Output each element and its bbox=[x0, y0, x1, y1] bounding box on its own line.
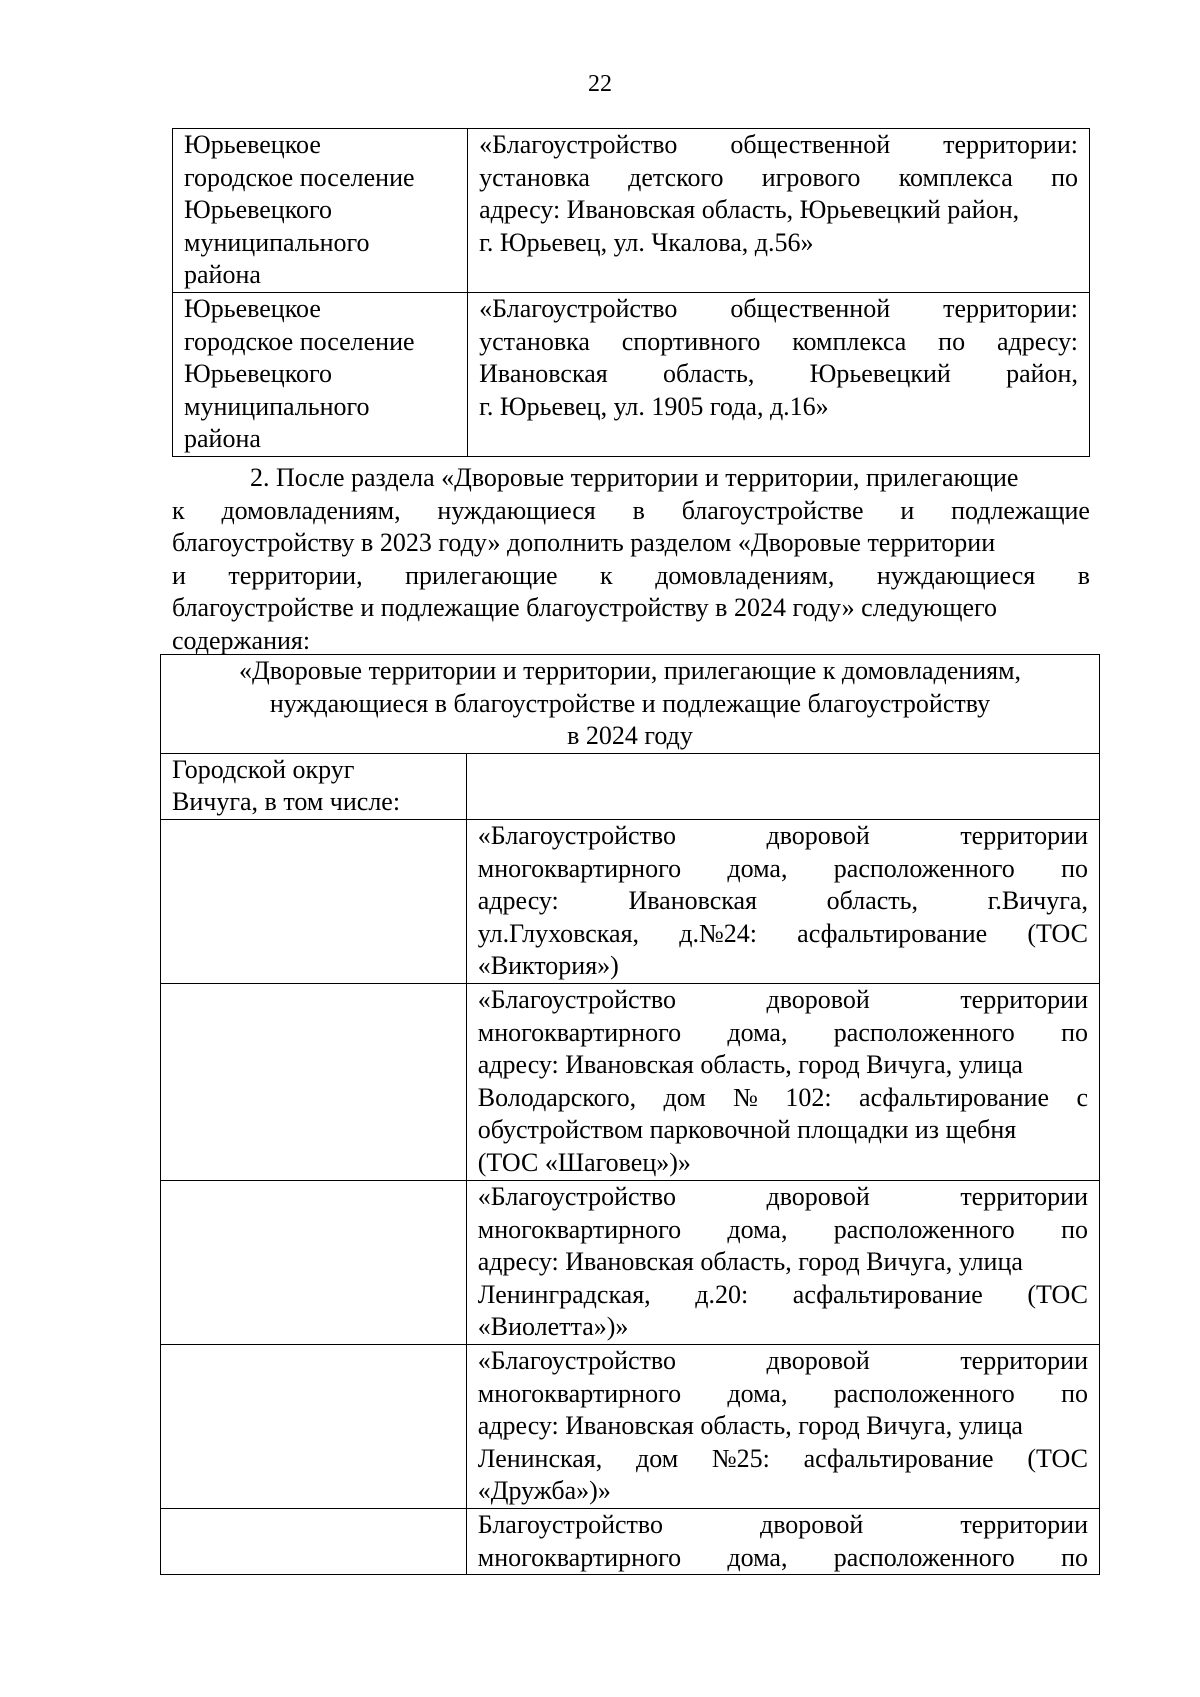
text-line bbox=[478, 1147, 1088, 1180]
text-word: территории: bbox=[943, 294, 1078, 323]
text-word: по bbox=[938, 326, 966, 356]
text-word: область, bbox=[826, 886, 919, 916]
amendment-paragraph bbox=[172, 462, 1090, 658]
text-line bbox=[478, 1345, 1088, 1378]
text-word: расположенного bbox=[833, 853, 1015, 883]
text-word: д.№24: bbox=[679, 918, 757, 948]
text-line bbox=[172, 462, 1090, 495]
text-line bbox=[478, 1246, 1088, 1279]
text-word: дома, bbox=[727, 1542, 788, 1572]
text-word: комплекса bbox=[898, 162, 1013, 192]
table-header bbox=[161, 655, 1100, 754]
text-line: муниципального bbox=[184, 391, 370, 421]
text-word: район, bbox=[1006, 359, 1078, 389]
text-line bbox=[478, 1017, 1088, 1050]
project-cell bbox=[468, 129, 1090, 293]
text-word: расположенного bbox=[833, 1214, 1015, 1244]
text-line bbox=[478, 885, 1088, 918]
text-line bbox=[478, 1542, 1088, 1575]
text-word: домовладениям, bbox=[221, 495, 401, 525]
text-word: содержания: bbox=[172, 625, 311, 655]
text-line bbox=[478, 1509, 1088, 1542]
text-word: г.Вичуга, bbox=[987, 886, 1088, 916]
text-word: спортивного bbox=[621, 326, 761, 356]
text-word: дворовой bbox=[766, 1181, 870, 1211]
text-line: нуждающиеся в благоустройстве и подлежащие благоустройству bbox=[269, 688, 991, 718]
text-line bbox=[478, 1279, 1088, 1312]
text-word: адресу: Ивановская область, город Вичуга, улица bbox=[477, 1247, 1023, 1277]
text-word: адресу: bbox=[477, 886, 559, 916]
text-line bbox=[479, 358, 1078, 391]
project-cell bbox=[466, 1508, 1099, 1574]
text-word: дом bbox=[635, 1443, 679, 1473]
project-cell bbox=[466, 819, 1099, 983]
text-line bbox=[478, 1378, 1088, 1411]
text-word: общественной bbox=[730, 130, 891, 159]
text-word: Ленинская, bbox=[477, 1443, 603, 1473]
text-word: «Благоустройство bbox=[477, 1345, 676, 1375]
text-word: «Дружба»)» bbox=[477, 1476, 611, 1506]
project-cell bbox=[466, 1180, 1099, 1344]
text-line: городское поселение bbox=[184, 326, 415, 356]
text-line bbox=[478, 1082, 1088, 1115]
table-row bbox=[173, 129, 1090, 293]
text-line bbox=[478, 1214, 1088, 1247]
text-word: в bbox=[632, 495, 645, 525]
text-word: домовладениям, bbox=[655, 560, 835, 590]
text-line bbox=[478, 984, 1088, 1017]
text-line bbox=[478, 1410, 1088, 1443]
text-word: область, bbox=[663, 359, 755, 389]
text-word: благоустройству в 2023 году» дополнить разделом «Дворовые территории bbox=[172, 528, 996, 558]
text-word: многоквартирного bbox=[477, 1214, 682, 1244]
project-cell bbox=[466, 1344, 1099, 1508]
text-line bbox=[478, 1311, 1088, 1344]
text-word: дома, bbox=[727, 1214, 788, 1244]
text-word: (ТОС bbox=[1027, 1279, 1088, 1309]
text-word: по bbox=[1061, 1542, 1088, 1572]
text-word: к bbox=[172, 495, 185, 525]
text-word: прилегающие bbox=[405, 560, 558, 590]
project-cell bbox=[468, 293, 1090, 457]
text-line bbox=[479, 194, 1078, 227]
text-word: Володарского, bbox=[477, 1082, 637, 1112]
empty-cell bbox=[161, 1344, 467, 1508]
text-line bbox=[479, 326, 1078, 359]
table-row bbox=[161, 819, 1100, 983]
text-word: д.20: bbox=[695, 1279, 749, 1309]
text-word: асфальтирование bbox=[792, 1279, 983, 1309]
text-word: адресу: bbox=[996, 326, 1078, 356]
text-word: территории bbox=[960, 1509, 1088, 1539]
text-line: Городской округ bbox=[172, 754, 355, 784]
text-line: Вичуга, в том числе: bbox=[172, 787, 401, 817]
empty-cell bbox=[161, 1508, 467, 1574]
text-word: многоквартирного bbox=[477, 1378, 682, 1408]
text-word: по bbox=[1061, 1378, 1088, 1408]
text-word: ул.Глуховская, bbox=[477, 918, 640, 948]
text-line: муниципального bbox=[184, 227, 370, 257]
text-word: адресу: Ивановская область, город Вичуга, улица bbox=[477, 1411, 1023, 1441]
table-row bbox=[161, 983, 1100, 1180]
text-word: (ТОС bbox=[1027, 1443, 1088, 1473]
empty-cell bbox=[161, 1180, 467, 1344]
text-word: дома, bbox=[727, 853, 788, 883]
text-word: «Благоустройство bbox=[479, 294, 678, 323]
text-word: комплекса bbox=[792, 326, 907, 356]
text-word: по bbox=[1061, 1214, 1088, 1244]
text-line bbox=[172, 560, 1090, 593]
text-line bbox=[478, 1114, 1088, 1147]
text-word: благоустройстве и подлежащие благоустройству в 2024 году» следующего bbox=[172, 593, 998, 623]
empty-cell bbox=[466, 753, 1099, 819]
text-word: адресу: Ивановская область, Юрьевецкий район, bbox=[479, 195, 1020, 225]
text-word: асфальтирование bbox=[797, 918, 988, 948]
text-line bbox=[479, 162, 1078, 195]
text-word: территории bbox=[960, 984, 1088, 1014]
text-word: дома, bbox=[727, 1017, 788, 1047]
text-line bbox=[478, 1443, 1088, 1476]
text-word: «Виктория») bbox=[477, 951, 619, 981]
text-word: нуждающиеся bbox=[437, 495, 596, 525]
text-word: Юрьевецкий bbox=[809, 359, 951, 389]
table-header-row bbox=[161, 655, 1100, 754]
text-word: территории bbox=[960, 1181, 1088, 1211]
text-word: «Благоустройство bbox=[479, 130, 678, 159]
table-row bbox=[161, 1344, 1100, 1508]
text-word: многоквартирного bbox=[477, 853, 682, 883]
text-line bbox=[478, 1475, 1088, 1508]
text-line: в 2024 году bbox=[567, 721, 693, 751]
text-word: территории: bbox=[943, 130, 1078, 159]
text-word: территории bbox=[960, 1345, 1088, 1375]
text-line: района bbox=[184, 424, 261, 454]
text-word: в bbox=[1077, 560, 1090, 590]
text-word: адресу: Ивановская область, город Вичуга, улица bbox=[477, 1050, 1023, 1080]
municipal-territories-table bbox=[172, 128, 1090, 457]
text-word: дворовой bbox=[766, 1345, 870, 1375]
text-line bbox=[478, 918, 1088, 951]
text-line bbox=[479, 129, 1078, 162]
text-word: к bbox=[600, 560, 613, 590]
text-word: «Благоустройство bbox=[477, 984, 676, 1014]
text-word: обустройством парковочной площадки из щебня bbox=[477, 1115, 1017, 1145]
yard-territories-2024-table bbox=[160, 654, 1100, 1575]
text-word: г. Юрьевец, ул. Чкалова, д.56» bbox=[479, 227, 814, 257]
text-word: (ТОС bbox=[1027, 918, 1088, 948]
text-word: асфальтирование bbox=[859, 1082, 1050, 1112]
text-word: и bbox=[900, 495, 915, 525]
text-word: г. Юрьевец, ул. 1905 года, д.16» bbox=[479, 391, 829, 421]
table-row bbox=[161, 1508, 1100, 1574]
text-word: по bbox=[1051, 162, 1078, 192]
text-line: городское поселение bbox=[184, 162, 415, 192]
text-line bbox=[478, 1181, 1088, 1214]
text-word: асфальтирование bbox=[803, 1443, 994, 1473]
text-word: «Благоустройство bbox=[477, 820, 676, 850]
text-word: «Виолетта»)» bbox=[477, 1312, 629, 1342]
text-word: Ивановская bbox=[628, 886, 758, 916]
text-line bbox=[478, 853, 1088, 886]
text-line bbox=[478, 950, 1088, 983]
text-word: благоустройстве bbox=[681, 495, 864, 525]
empty-cell bbox=[161, 819, 467, 983]
text-word: дворовой bbox=[759, 1509, 864, 1539]
text-word: по bbox=[1061, 1017, 1088, 1047]
text-word: по bbox=[1061, 853, 1088, 883]
text-word: подлежащие bbox=[951, 495, 1090, 525]
text-word: установка bbox=[479, 326, 590, 356]
text-word: расположенного bbox=[833, 1542, 1015, 1572]
text-word: и bbox=[172, 560, 186, 590]
text-line: района bbox=[184, 260, 261, 290]
text-word: №25: bbox=[711, 1443, 770, 1473]
text-word: территории bbox=[960, 820, 1088, 850]
text-word: нуждающиеся bbox=[876, 560, 1036, 590]
text-word: многоквартирного bbox=[477, 1017, 682, 1047]
text-word: дом bbox=[663, 1082, 706, 1112]
text-word: Благоустройство bbox=[477, 1509, 663, 1539]
table-row bbox=[161, 1180, 1100, 1344]
text-word: с bbox=[1076, 1082, 1088, 1112]
text-word: (ТОС «Шаговец»)» bbox=[477, 1147, 691, 1177]
text-line bbox=[478, 820, 1088, 853]
text-word: детского bbox=[628, 162, 724, 192]
municipality-cell bbox=[173, 129, 468, 293]
text-word: игрового bbox=[761, 162, 861, 192]
text-line: Юрьевецкого bbox=[184, 195, 333, 225]
text-line bbox=[172, 625, 1090, 658]
text-line bbox=[172, 527, 1090, 560]
text-word: расположенного bbox=[833, 1378, 1015, 1408]
text-word: «Благоустройство bbox=[477, 1181, 676, 1211]
project-cell bbox=[466, 983, 1099, 1180]
text-line bbox=[478, 1049, 1088, 1082]
text-line bbox=[479, 227, 1078, 260]
text-word: Ивановская bbox=[479, 359, 608, 389]
text-line: «Дворовые территории и территории, прилегающие к домовладениям, bbox=[238, 656, 1022, 685]
table-row bbox=[161, 753, 1100, 819]
text-line bbox=[172, 495, 1090, 528]
text-word: 2. После раздела «Дворовые территории и территории, прилегающие bbox=[250, 463, 1019, 492]
empty-cell bbox=[161, 983, 467, 1180]
text-word: многоквартирного bbox=[477, 1542, 682, 1572]
text-word: Ленинградская, bbox=[477, 1279, 651, 1309]
text-line: Юрьевецкое bbox=[184, 130, 321, 159]
page-number: 22 bbox=[588, 71, 612, 97]
table-row bbox=[173, 293, 1090, 457]
text-line bbox=[479, 391, 1078, 424]
text-word: 102: bbox=[785, 1082, 832, 1112]
text-line: Юрьевецкое bbox=[184, 294, 321, 323]
text-word: дворовой bbox=[766, 820, 870, 850]
text-line bbox=[479, 293, 1078, 326]
text-word: установка bbox=[479, 162, 590, 192]
text-word: дворовой bbox=[766, 984, 870, 1014]
text-line: Юрьевецкого bbox=[184, 359, 333, 389]
text-line bbox=[172, 592, 1090, 625]
municipality-cell bbox=[173, 293, 468, 457]
municipality-cell bbox=[161, 753, 467, 819]
text-word: дома, bbox=[727, 1378, 788, 1408]
text-word: территории, bbox=[228, 560, 363, 590]
text-word: общественной bbox=[730, 294, 891, 323]
text-word: № bbox=[733, 1082, 758, 1112]
text-word: расположенного bbox=[833, 1017, 1015, 1047]
